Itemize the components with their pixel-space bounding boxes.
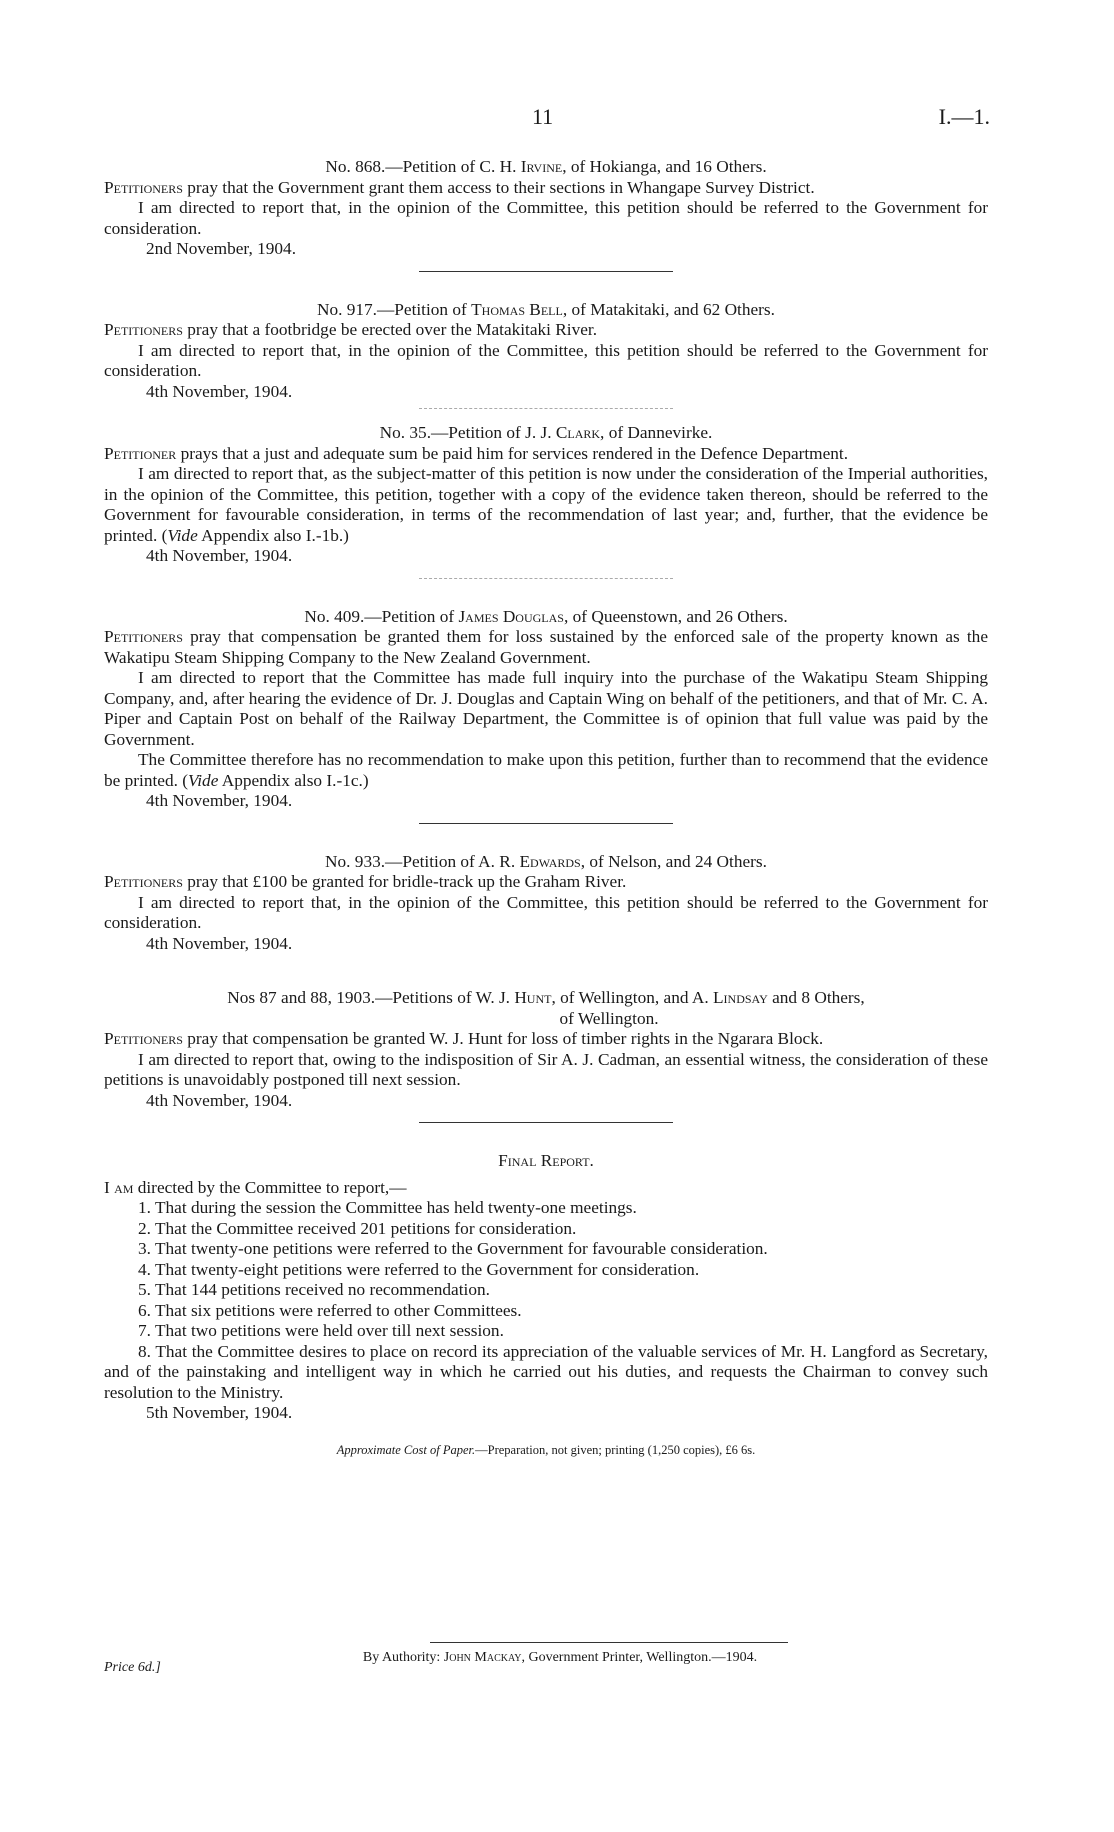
petition-prayer: Petitioners pray that compensation be granted W. J. Hunt for loss of timber rights in the Ngarara Block. bbox=[104, 1029, 824, 1048]
petition-section bbox=[104, 300, 988, 403]
paper-reference: I.—1. bbox=[938, 104, 990, 129]
petition-title-line2: of Wellington. bbox=[559, 1008, 659, 1028]
final-report-title: Final Report. bbox=[498, 1151, 594, 1170]
cost-of-paper: Approximate Cost of Paper.—Preparation, not given; printing (1,250 copies), £6 6s. bbox=[336, 1442, 756, 1457]
final-report-item: 4. That twenty-eight petitions were referred to the Government for consideration. bbox=[138, 1259, 700, 1279]
petition-title: Nos 87 and 88, 1903.—Petitions of W. J. Hunt, of Wellington, and A. Lindsay and 8 Others, bbox=[227, 988, 865, 1007]
final-report-item: 7. That two petitions were held over till next session. bbox=[138, 1321, 504, 1340]
final-report-item: 3. That twenty-one petitions were referred to the Government for favourable consideration. bbox=[138, 1239, 768, 1258]
petition-report: I am directed to report that, in the opinion of the Committee, this petition should be referred to the Government for consideration. bbox=[104, 340, 988, 380]
final-report-item: 5. That 144 petitions received no recommendation. bbox=[138, 1280, 490, 1299]
petition-section bbox=[104, 988, 988, 1111]
petition-report: I am directed to report that, as the subject-matter of this petition is now under the consideration of the Imperial authorities, in the opinion of the Committee, this petition, together with a copy of the evidence taken thereon, should be referred to the Government for favourable consideration, in terms of the recommendation of last year; and, further, that the evidence be printed. (Vide Appendix also I.-1b.) bbox=[104, 464, 988, 545]
petition-section bbox=[104, 607, 988, 812]
section-spacer bbox=[104, 954, 988, 988]
final-report-item: 1. That during the session the Committee has held twenty-one meetings. bbox=[138, 1198, 637, 1217]
petition-report-continued: The Committee therefore has no recommendation to make upon this petition, further than to recommend that the evidence be printed. (Vide Appendix also I.-1c.) bbox=[104, 750, 988, 790]
printer-authority: By Authority: John Mackay, Government Printer, Wellington.—1904. bbox=[362, 1650, 758, 1665]
petition-section bbox=[104, 423, 988, 567]
petition-date: 2nd November, 1904. bbox=[146, 239, 297, 258]
petition-report: I am directed to report that, in the opinion of the Committee, this petition should be referred to the Government for consideration. bbox=[104, 892, 988, 932]
petition-title: No. 868.—Petition of C. H. Irvine, of Hokianga, and 16 Others. bbox=[325, 157, 767, 176]
petition-date: 4th November, 1904. bbox=[146, 791, 293, 810]
petition-date: 4th November, 1904. bbox=[146, 381, 293, 401]
petition-report: I am directed to report that, in the opinion of the Committee, this petition should be referred to the Government for consideration. bbox=[104, 198, 988, 238]
footer-rule bbox=[430, 1642, 788, 1643]
section-divider bbox=[419, 823, 673, 824]
page-header bbox=[0, 104, 1114, 134]
final-report-item: 6. That six petitions were referred to other Committees. bbox=[138, 1300, 522, 1320]
petition-section bbox=[104, 157, 988, 260]
document-body bbox=[104, 157, 988, 1460]
petition-title: No. 35.—Petition of J. J. Clark, of Dannevirke. bbox=[379, 423, 713, 442]
petition-title: No. 917.—Petition of Thomas Bell, of Matakitaki, and 62 Others. bbox=[317, 299, 775, 319]
petition-title: No. 933.—Petition of A. R. Edwards, of Nelson, and 24 Others. bbox=[325, 851, 767, 871]
petition-date: 4th November, 1904. bbox=[146, 1090, 293, 1110]
final-report-section bbox=[104, 1151, 988, 1424]
section-divider bbox=[419, 271, 673, 272]
final-report-intro: I am directed by the Committee to report,— bbox=[104, 1177, 407, 1197]
section-divider bbox=[419, 408, 673, 409]
section-divider bbox=[419, 578, 673, 579]
petition-prayer: Petitioner prays that a just and adequate sum be paid him for services rendered in the Defence Department. bbox=[104, 443, 849, 463]
page-number: 11 bbox=[532, 104, 554, 129]
petition-prayer: Petitioners pray that a footbridge be erected over the Matakitaki River. bbox=[104, 320, 598, 339]
price-note: Price 6d.] bbox=[104, 1660, 161, 1675]
petition-date: 4th November, 1904. bbox=[146, 933, 293, 953]
final-report-item: 8. That the Committee desires to place on record its appreciation of the valuable services of Mr. H. Langford as Secretary, and of the painstaking and intelligent way in which he carried out his duties, and requests the Chairman to convey such resolution to the Ministry. bbox=[104, 1341, 988, 1402]
petition-report: I am directed to report that the Committee has made full inquiry into the purchase of the Wakatipu Steam Shipping Company, and, after hearing the evidence of Dr. J. Douglas and Captain Wing on behalf of the petitioners, and that of Mr. C. A. Piper and Captain Post on behalf of the Railway Department, the Committee is of opinion that full value was paid by the Government. bbox=[104, 668, 988, 749]
petition-prayer: Petitioners pray that £100 be granted for bridle-track up the Graham River. bbox=[104, 872, 627, 891]
petition-report: I am directed to report that, owing to the indisposition of Sir A. J. Cadman, an essential witness, the consideration of these petitions is unavoidably postponed till next session. bbox=[104, 1049, 988, 1089]
petition-section bbox=[104, 852, 988, 955]
petition-prayer: Petitioners pray that the Government grant them access to their sections in Whangape Survey District. bbox=[104, 177, 815, 197]
final-report-item: 2. That the Committee received 201 petitions for consideration. bbox=[138, 1218, 577, 1238]
petition-title: No. 409.—Petition of James Douglas, of Queenstown, and 26 Others. bbox=[304, 606, 788, 626]
page-footer bbox=[0, 1642, 1114, 1702]
section-divider bbox=[419, 1122, 673, 1123]
petition-prayer: Petitioners pray that compensation be granted them for loss sustained by the enforced sale of the property known as the Wakatipu Steam Shipping Company to the New Zealand Government. bbox=[104, 627, 988, 667]
petition-date: 4th November, 1904. bbox=[146, 546, 293, 565]
final-report-date: 5th November, 1904. bbox=[146, 1403, 293, 1422]
